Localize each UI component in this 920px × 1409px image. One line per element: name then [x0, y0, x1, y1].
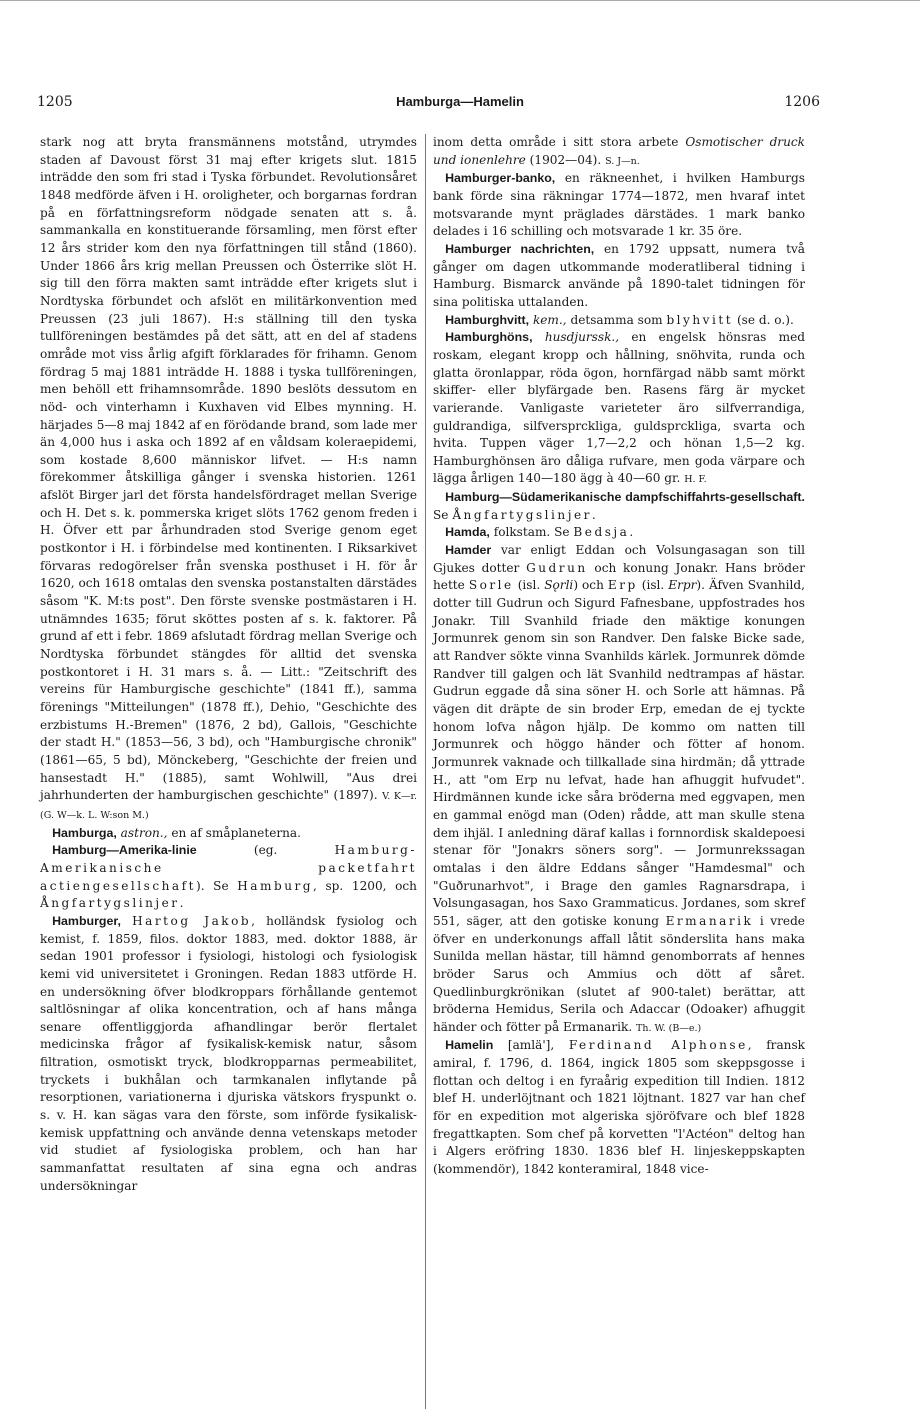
- headword: Hamburghvitt,: [445, 312, 530, 327]
- headword: Hamburger nachrichten,: [445, 241, 595, 256]
- headword: Hamder: [445, 543, 492, 558]
- entry-hamburger-continuation: inom detta område i sitt stora arbete Osmotischer druck und ionenlehre (1902—04). S. J—n.: [433, 135, 805, 167]
- headword: Hamda,: [445, 525, 490, 540]
- headword: Hamburg—Südamerikanische dampfschiffahrts-gesellschaft.: [445, 490, 805, 505]
- headword: Hamburger-banko,: [445, 171, 556, 186]
- entry-hamburghvitt: Hamburghvitt, kem., detsamma som blyhvitt (se d. o.).: [445, 312, 794, 327]
- headword: Hamburga,: [52, 825, 117, 840]
- page-number-left: 1205: [37, 94, 73, 110]
- headword: Hamburg—Amerika-linie: [52, 843, 197, 858]
- entry-hamburger: Hamburger, Hartog Jakob, holländsk fysiolog och kemist, f. 1859, filos. doktor 1883, med. doktor 1888, är sedan 1901 professor i fysiologi, histologi och fysiologisk kemi vid universitetet i Groningen. Redan 1883 utförde H. en undersökning öfver blodkroppars förhållande gentemot saltlösningar af olika koncentration, och af hans många senare offentliggjorda afhandlingar berör flertalet medicinska frågor af fysikalisk-kemisk natur, såsom filtration, osmotiskt tryck, blodkropparnas permeabilitet, tryckets i bukhålan och tarmkanalen inflytande på resorptionen, variationerna i djuriska vätskors fryspunkt o. s. v. H. kan sägas vara den förste, som införde fysikalisk-kemisk uppfattning och använde denna vetenskaps metoder vid studiet af fysiologiska problem, och han har sammanfattat resultaten af sina egna och andras undersökningar: [40, 913, 417, 1193]
- entry-hamburg-continuation: stark nog att bryta fransmännens motstånd, utrymdes staden af Davoust först 31 maj efter krigets slut. 1815 inträdde den som fri stad i Tyska förbundet. Revolutionsåret 1848 medförde äfven i H. oroligheter, och borgarnas fordran på en författningsreform nödgade senaten att s. å. sammankalla en konstituerande församling, men först efter 12 års strider kom den nya författningen till stånd (1860). Under 1866 års krig mellan Preussen och Österrike slöt H. sig till den förra makten samt inträdde efter krigets slut i Nordtyska förbundet och afslöt en militärkonvention med Preussen (23 juli 1867). H:s ställning till den tyska tullföreningen bestämdes på det sätt, att en del af stadens område mot viss årlig afgift förklarades för frihamn. Genom fördrag 5 maj 1881 inträdde H. 1888 i tyska tullföreningen, men behöll ett frihamnsområde. 1890 beslöts dessutom en nöd- och vinterhamn i Kuxhaven vid Elbes mynning. H. härjades 5—8 maj 1842 af en förödande brand, som lade mer än 4,000 hus i aska och 1892 af en våldsam koleraepidemi, som kostade 8,600 människor lifvet. — H:s namn förekommer åtskilliga gånger i svenska historien. 1261 afslöt Birger jarl det första handelsfördraget mellan Sverige och H. Det s. k. pommerska kriget slöts 1762 genom freden i H. Öfver ett par århundraden stod Sverige genom eget postkontor i H. i förbindelse med kontinenten. I Riksarkivet förvaras redogörelser från svenska posthuset i H. för år 1620, och 1618 omtalas den svenska postanstalten därstädes såsom "K. M:ts post". Den förste svenske postmästaren i H. utnämndes 1635; förut sköttes posten af s. k. faktorer. På grund af ett i febr. 1869 afslutadt fördrag mellan Sverige och Nordtyska förbundet stängdes för alltid det svenska postkontoret i H. 31 mars s. å. — Litt.: "Zeitschrift des vereins für Hamburgische geschichte" (1841 ff.), samma förenings "Mitteilungen" (1878 ff.), Dehio, "Geschichte des erzbistums H.-Bremen" (1876, 2 bd), Gallois, "Geschichte der stadt H." (1853—56, 3 bd), och "Hamburgische chronik" (1861—65, 5 bd), Mönckeberg, "Geschichte der freien und hansestadt H." (1885), samt Wohlwill, "Aus drei jahrhunderten der hamburgischen geschichte" (1897). V. K—r. (G. W—k. L. W:son M.): [40, 135, 417, 821]
- entry-hamburg-amerika-linie: Hamburg—Amerika-linie (eg. Hamburg-Amerikanische packetfahrt actiengesellschaft). Se Hamburg, sp. 1200, och Ångfartygslinjer.: [40, 843, 417, 911]
- author-signature: V. K—r. (G. W—k. L. W:son M.): [40, 791, 417, 821]
- right-column: [433, 134, 805, 1179]
- column-divider: [425, 134, 426, 1409]
- author-signature: S. J—n.: [605, 155, 640, 167]
- page-number-right: 1206: [784, 94, 820, 110]
- top-border: [0, 0, 920, 15]
- entry-hamburger-banko: Hamburger-banko, en räkneenhet, i hvilken Hamburgs bank förde sina räkningar 1774—1872, men hvaraf intet motsvarande mynt präglades därstädes. 1 mark banko delades i 16 schilling och motsvarade 1 kr. 35 öre.: [433, 171, 805, 239]
- entry-hamburg-sudamerikanische: Hamburg—Südamerikanische dampfschiffahrts-gesellschaft. Se Ångfartygslinjer.: [433, 490, 805, 522]
- running-title: Hamburga—Hamelin: [396, 94, 524, 109]
- entry-hamburga: Hamburga, astron., en af småplaneterna.: [52, 825, 301, 840]
- left-column: [40, 134, 417, 1195]
- entry-hamelin: Hamelin [amlä'], Ferdinand Alphonse, fransk amiral, f. 1796, d. 1864, ingick 1805 som skeppsgosse i flottan och deltog i en fyraårig expedition till Indien. 1812 blef H. underlöjtnant och 1821 löjtnant. 1827 var han chef för en expedition mot algeriska sjöröfvare och blef 1828 fregattkapten. Som chef på korvetten "l'Actéon" deltog han i Algers eröfring 1830. 1836 blef H. linjeskeppskapten (kommendör), 1842 konteramiral, 1848 vice-: [433, 1038, 805, 1177]
- author-signature: Th. W. (B—e.): [636, 1022, 702, 1034]
- entry-hamda: Hamda, folkstam. Se Bedsja.: [445, 525, 634, 540]
- entry-hamder: Hamder var enligt Eddan och Volsungasagan son till Gjukes dotter Gudrun och konung Jonakr. Hans bröder hette Sorle (isl. Sǫrli) och Erp (isl. Erpr). Äfven Svanhild, dotter till Gudrun och Sigurd Fafnesbane, uppfostrades hos Jonakr. Till Svanhild friade den mäktige konungen Jormunrek genom sin son Randver. Den falske Bicke sade, att Randver sökte vinna Svanhilds kärlek. Jormunrek dömde Randver till galgen och lät Svanhild nedtrampas af hästar. Gudrun eggade då sina söner H. och Sorle att hämnas. På vägen dit dräpte de sin broder Erp, emedan de ej tyckte honom lofva någon hjälp. De kommo om natten till Jormunrek och höggo händer och fötter af honom. Jormunrek vaknade och tillkallade sina hirdmän; då yttrade H., att "om Erp nu lefvat, hade han afhuggit hufvudet". Hirdmännen kunde icke såra bröderna med eggvapen, men en gammal enögd man (Oden) rådde, att man skulle stena dem ihjäl. I anledning däraf kallas i fornnordisk skaldepoesi stenar för "Jonakrs söners sorg". — Jormunrekssagan omtalas i den äldre Eddans sånger "Hamdesmal" och "Guðrunarhvot", i Brage den gamles Ragnarsdrapa, i Volsungasagan, hos Saxo Grammaticus. Jordanes, som skref 551, säger, att den gotiske konung Ermanarik i vrede öfver en underkonungs affall låtit sönderslita hans maka Sunilda mellan hästar, till hämnd genomborrats af hennes bröder Sarus och Ammius och dött af såret. Quedlinburgkrönikan (slutet af 900-talet) berättar, att bröderna Hemidus, Serila och Adaccar (Odoaker) afhuggit händer och fötter på Ermanarik. Th. W. (B—e.): [433, 543, 805, 1034]
- author-signature: H. F.: [684, 474, 707, 486]
- headword: Hamburghöns,: [445, 330, 533, 345]
- page-header: [0, 94, 920, 116]
- headword: Hamburger,: [52, 913, 121, 928]
- headword: Hamelin: [445, 1038, 494, 1053]
- entry-hamburger-nachrichten: Hamburger nachrichten, en 1792 uppsatt, numera två gånger om dagen utkommande moderatliberal tidning i Hamburg. Bismarck använde på 1890-talet tidningen för sina politiska uttalanden.: [433, 241, 805, 309]
- entry-hamburghons: Hamburghöns, husdjurssk., en engelsk hönsras med roskam, elegant kropp och hållning, snöhvita, runda och glatta öronlappar, röda ögon, hornfärgad näbb samt mörkt skiffer- eller blyfärgade ben. Rasens färg är mycket varierande. Vanligaste varieteter äro silfverrandiga, guldrandiga, silfversprckliga, guldsprckliga, svarta och hvita. Tuppen väger 1,7—2,2 och hönan 1,5—2 kg. Hamburghönsen äro dåliga rufvare, men goda värpare och lägga årligen 140—180 ägg à 40—60 gr. H. F.: [433, 330, 805, 486]
